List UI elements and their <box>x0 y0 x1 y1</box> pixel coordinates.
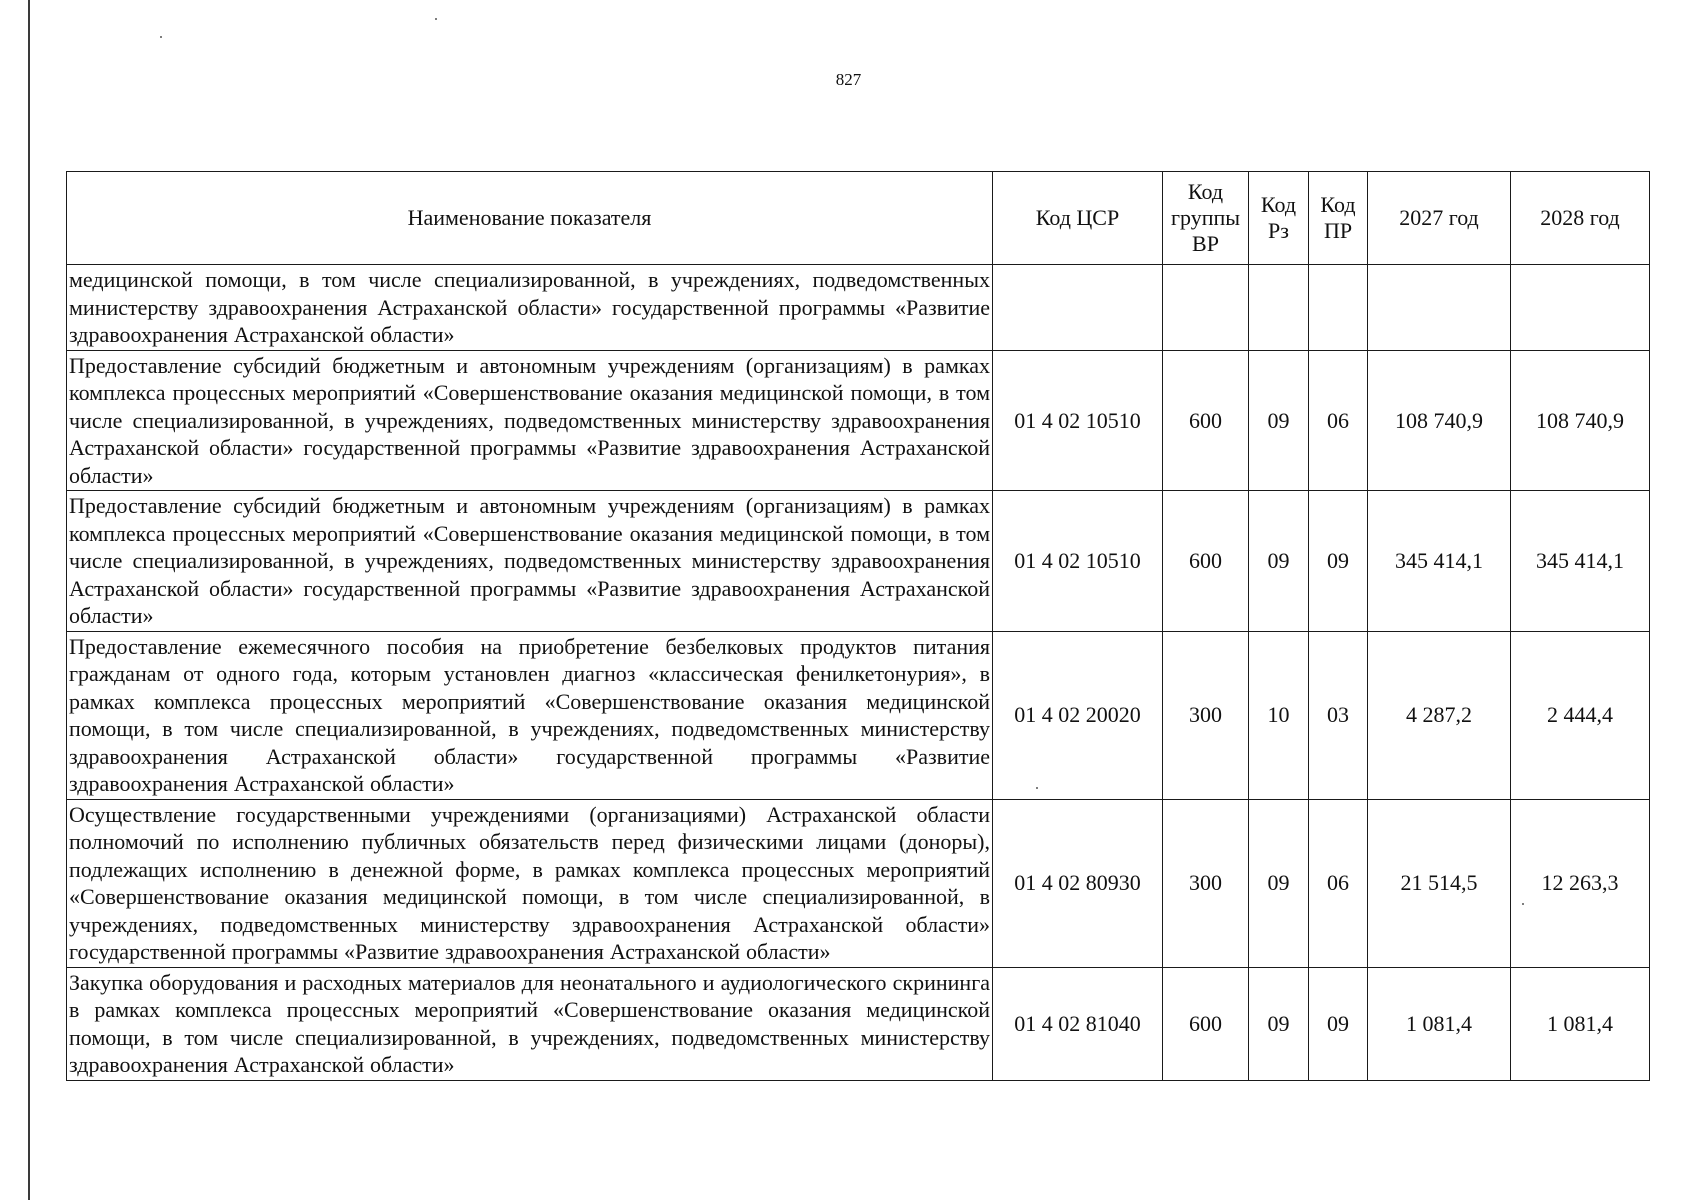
header-vr: Код группы ВР <box>1163 172 1249 265</box>
budget-table <box>66 171 1650 1081</box>
table-row <box>67 799 1650 967</box>
header-name: Наименование показателя <box>67 172 993 265</box>
cell-csr: 01 4 02 10510 <box>993 350 1163 491</box>
header-pr: Код ПР <box>1309 172 1368 265</box>
cell-name: медицинской помощи, в том числе специализированной, в учреждениях, подведомственных министерству здравоохранения Астраханской области» государственной программы «Развитие здравоохранения Астраханской области» <box>67 265 993 351</box>
cell-csr: 01 4 02 10510 <box>993 491 1163 632</box>
table-row <box>67 967 1650 1080</box>
scan-speck <box>435 18 437 20</box>
cell-vr: 600 <box>1163 350 1249 491</box>
cell-rz: 10 <box>1249 631 1309 799</box>
cell-pr: 09 <box>1309 967 1368 1080</box>
cell-rz: 09 <box>1249 799 1309 967</box>
table-row <box>67 631 1650 799</box>
page-number: 827 <box>835 70 862 89</box>
cell-2028: 12 263,3 <box>1511 799 1650 967</box>
cell-2027: 108 740,9 <box>1368 350 1511 491</box>
cell-pr <box>1309 265 1368 351</box>
cell-vr: 300 <box>1163 631 1249 799</box>
cell-name: Предоставление субсидий бюджетным и автономным учреждениям (организациям) в рамках комплекса процессных мероприятий «Совершенствование оказания медицинской помощи, в том числе специализированной, в учреждениях, подведомственных министерству здравоохранения Астраханской области» государственной программы «Развитие здравоохранения Астраханской области» <box>67 350 993 491</box>
header-rz: Код Рз <box>1249 172 1309 265</box>
cell-csr: 01 4 02 20020 <box>993 631 1163 799</box>
header-2027: 2027 год <box>1368 172 1511 265</box>
cell-csr: 01 4 02 81040 <box>993 967 1163 1080</box>
cell-csr: 01 4 02 80930 <box>993 799 1163 967</box>
cell-rz: 09 <box>1249 350 1309 491</box>
cell-2028 <box>1511 265 1650 351</box>
table-row <box>67 491 1650 632</box>
cell-2028: 345 414,1 <box>1511 491 1650 632</box>
cell-rz: 09 <box>1249 491 1309 632</box>
table-header-row <box>67 172 1650 265</box>
cell-2027 <box>1368 265 1511 351</box>
cell-2027: 345 414,1 <box>1368 491 1511 632</box>
cell-csr <box>993 265 1163 351</box>
cell-pr: 09 <box>1309 491 1368 632</box>
table-row <box>67 265 1650 351</box>
header-csr: Код ЦСР <box>993 172 1163 265</box>
cell-vr: 600 <box>1163 967 1249 1080</box>
scan-speck <box>160 36 162 38</box>
cell-2027: 4 287,2 <box>1368 631 1511 799</box>
cell-name: Предоставление субсидий бюджетным и автономным учреждениям (организациям) в рамках комплекса процессных мероприятий «Совершенствование оказания медицинской помощи, в том числе специализированной, в учреждениях, подведомственных министерству здравоохранения Астраханской области» государственной программы «Развитие здравоохранения Астраханской области» <box>67 491 993 632</box>
cell-rz <box>1249 265 1309 351</box>
cell-pr: 03 <box>1309 631 1368 799</box>
cell-2028: 108 740,9 <box>1511 350 1650 491</box>
cell-name: Предоставление ежемесячного пособия на приобретение безбелковых продуктов питания гражданам от одного года, которым установлен диагноз «классическая фенилкетонурия», в рамках комплекса процессных мероприятий «Совершенствование оказания медицинской помощи, в том числе специализированной, в учреждениях, подведомственных министерству здравоохранения Астраханской области» государственной программы «Развитие здравоохранения Астраханской области» <box>67 631 993 799</box>
cell-pr: 06 <box>1309 350 1368 491</box>
cell-rz: 09 <box>1249 967 1309 1080</box>
scan-margin-line <box>28 0 30 1200</box>
cell-name: Осуществление государственными учреждениями (организациями) Астраханской области полномочий по исполнению публичных обязательств перед физическими лицами (доноры), подлежащих исполнению в денежной форме, в рамках комплекса процессных мероприятий «Совершенствование оказания медицинской помощи, в том числе специализированной, в учреждениях, подведомственных министерству здравоохранения Астраханской области» государственной программы «Развитие здравоохранения Астраханской области» <box>67 799 993 967</box>
cell-2028: 2 444,4 <box>1511 631 1650 799</box>
table-row <box>67 350 1650 491</box>
header-2028: 2028 год <box>1511 172 1650 265</box>
cell-vr: 600 <box>1163 491 1249 632</box>
cell-vr: 300 <box>1163 799 1249 967</box>
cell-name: Закупка оборудования и расходных материалов для неонатального и аудиологического скрининга в рамках комплекса процессных мероприятий «Совершенствование оказания медицинской помощи, в том числе специализированной, в учреждениях, подведомственных министерству здравоохранения Астраханской области» <box>67 967 993 1080</box>
cell-vr <box>1163 265 1249 351</box>
cell-2027: 21 514,5 <box>1368 799 1511 967</box>
cell-2027: 1 081,4 <box>1368 967 1511 1080</box>
cell-2028: 1 081,4 <box>1511 967 1650 1080</box>
cell-pr: 06 <box>1309 799 1368 967</box>
